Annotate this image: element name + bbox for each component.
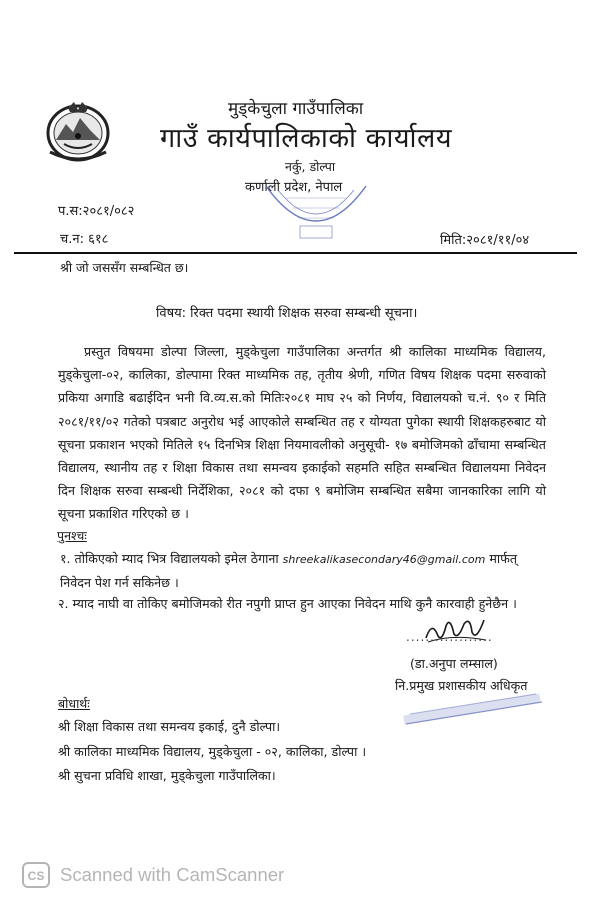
camscanner-logo-text: CS (27, 869, 45, 883)
camscanner-logo-icon (22, 862, 50, 888)
office-stamp-icon (256, 176, 376, 246)
header-divider (14, 252, 577, 254)
point-1-text-start: १. तोकिएको म्याद भित्र विद्यालयको इमेल ठेगाना (60, 551, 283, 566)
school-email: shreekalikasecondary46@gmail.com (282, 553, 486, 566)
org-name: मुड्केचुला गाउँपालिका (228, 99, 364, 119)
government-emblem-icon (46, 100, 110, 162)
issue-date: मिति:२०८१/११/०४ (440, 233, 530, 248)
postscript-point-1 (60, 547, 540, 594)
cc-heading: बोधार्थः (58, 696, 90, 711)
designation-stamp-icon (400, 690, 550, 730)
postscript-point-2: २. म्याद नाघी वा तोकिए बमोजिमको रीत नपुगी प्राप्त हुन आएका निवेदन माथि कुनै कारवाही हुनेछैन । (58, 596, 517, 611)
point-1-text-end: मार्फत् निवेदन पेश गर्न सकिनेछ । (60, 551, 517, 590)
reference-number: प.स:२०८१/०८२ (58, 204, 135, 219)
dispatch-number: च.न: ६१८ (60, 232, 109, 247)
signatory-name: (डा.अनुपा लम्साल) (410, 656, 498, 671)
address-line-1: नर्कु, डोल्पा (285, 159, 336, 174)
signature-line: .................. (406, 630, 493, 644)
office-title: गाउँ कार्यपालिकाको कार्यालय (160, 123, 452, 154)
cc-item: श्री सुचना प्रविधि शाखा, मुड्केचुला गाउँपालिका। (58, 768, 276, 783)
postscript-heading: पुनश्चः (57, 528, 87, 543)
signatory-position: नि.प्रमुख प्रशासकीय अधिकृत (395, 678, 528, 693)
subject-line: विषय: रिक्त पदमा स्थायी शिक्षक सरुवा सम्बन्धी सूचना। (156, 306, 418, 321)
address-line-2: कर्णाली प्रदेश, नेपाल (245, 180, 343, 195)
cc-item: श्री शिक्षा विकास तथा समन्वय इकाई, दुनै डोल्पा। (58, 719, 281, 734)
notice-body-paragraph: प्रस्तुत विषयमा डोल्पा जिल्ला, मुड्केचुला गाउँपालिका अन्तर्गत श्री कालिका माध्यमिक विद्यालय, मुड्केचुला-०२, कालिका, डोल्पामा रिक्त माध्यमिक तह, तृतीय श्रेणी, गणित विषय शिक्षक पदमा सरुवाको प्रकिया अगाडि बढाईदिन भनी वि.व्य.स.को मितिः२०८१ माघ २५ को निर्णय, विद्यालयको च.नं. ९० र मिति २०८१/११/०२ गतेको पत्रबाट अनुरोध भई आएकोले सम्बन्धित तह र योग्यता पुगेका स्थायी शिक्षकहरुबाट यो सूचना प्रकाशन भएको मितिले १५ दिनभित्र शिक्षा नियमावलीको अनुसूची- १७ बमोजिमको ढाँचामा सम्बन्धित विद्यालय, स्थानीय तह र शिक्षा विकास तथा समन्वय इकाईको सहमति सहित सम्बन्धित विद्यालयमा निवेदन दिन शिक्षक सरुवा सम्बन्धी निर्देशिका, २०८१ को दफा ९ बमोजिम सम्बन्धित सबैमा जानकारिका लागि यो सूचना प्रकाशित गरिएको छ । (58, 344, 546, 522)
addressee: श्री जो जससँग सम्बन्धित छ। (60, 260, 189, 275)
cc-item: श्री कालिका माध्यमिक विद्यालय, मुड्केचुला - ०२, कालिका, डोल्पा । (58, 744, 367, 759)
camscanner-watermark: Scanned with CamScanner (60, 864, 285, 885)
